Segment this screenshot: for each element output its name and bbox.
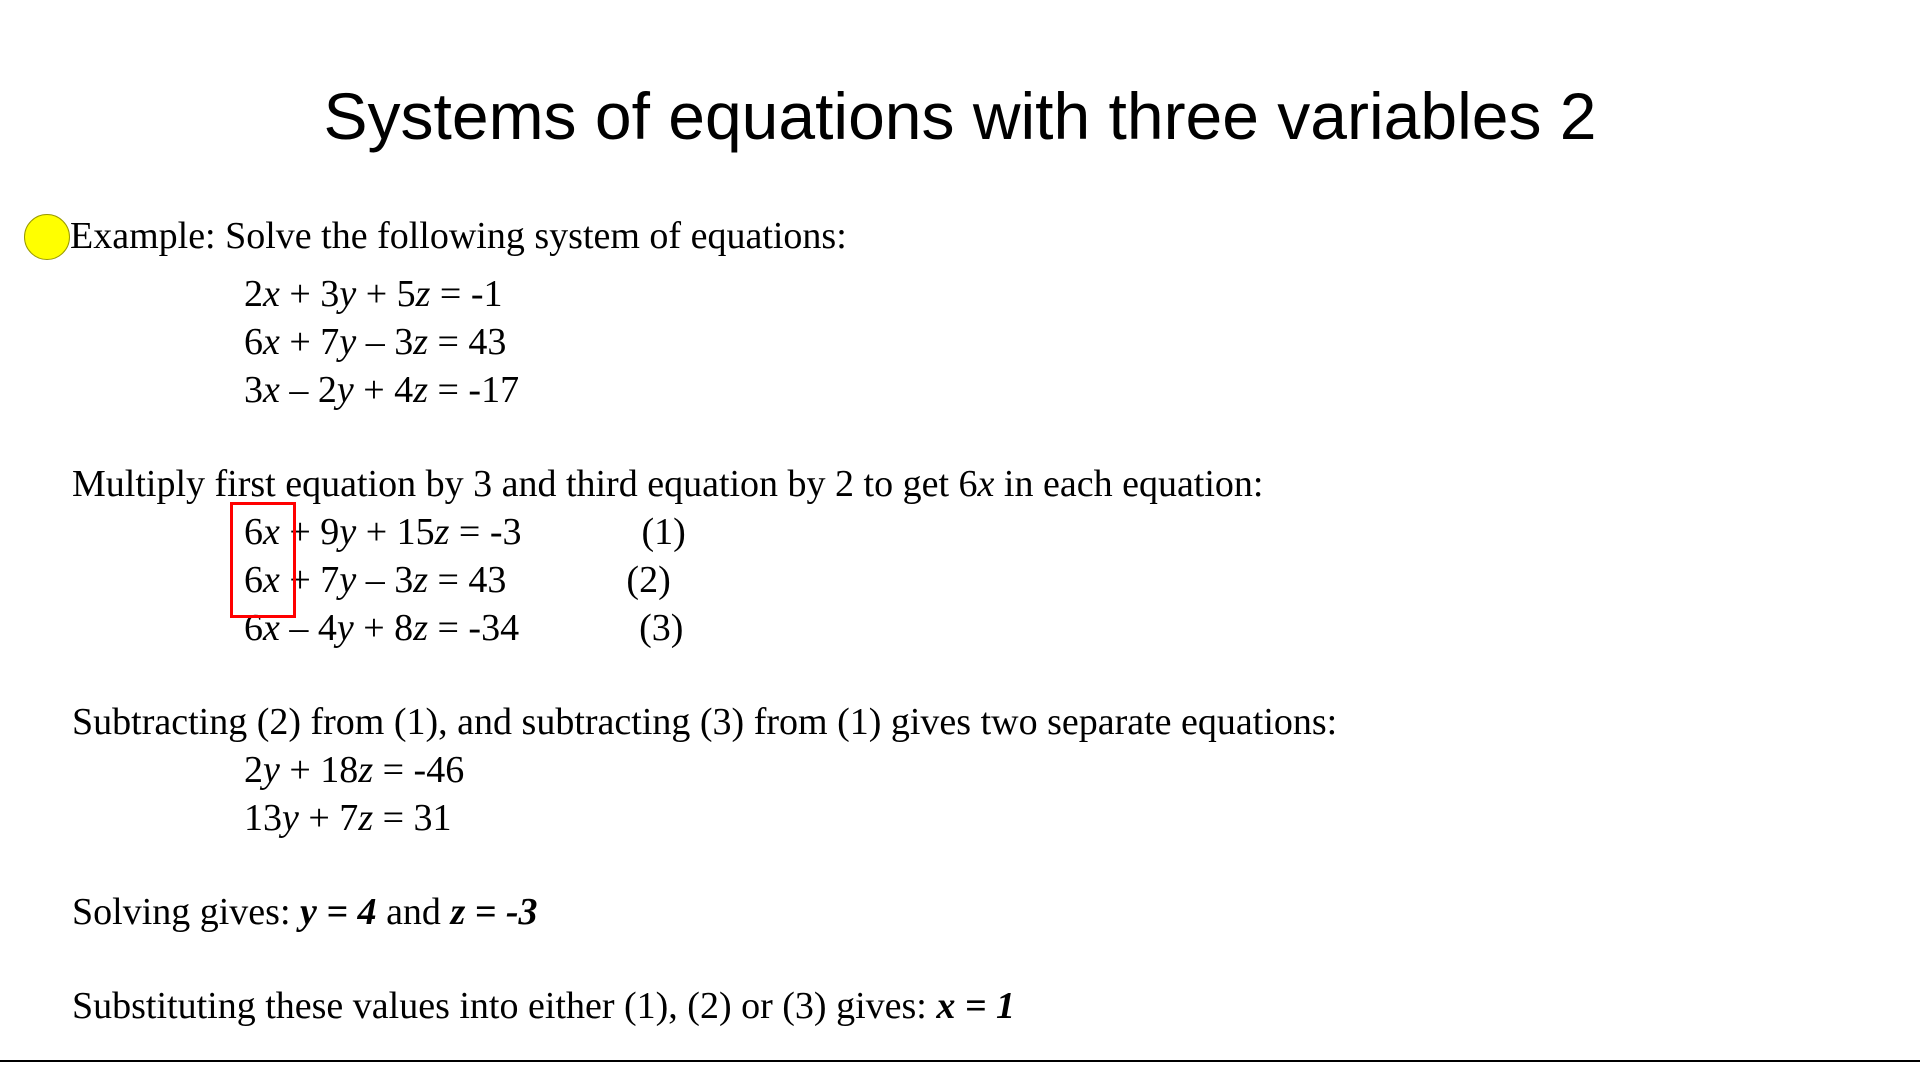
example-intro-text: Example: Solve the following system of equations: <box>70 215 847 257</box>
spacer <box>72 652 1862 698</box>
system-equation-1: 2x + 3y + 5z = -1 <box>244 273 503 315</box>
bottom-divider <box>0 1060 1920 1062</box>
page-title: Systems of equations with three variables 2 <box>323 79 1597 153</box>
slide-body <box>72 212 1862 1030</box>
step1-instruction-text: Multiply first equation by 3 and third equation by 2 to get 6x in each equation: <box>72 463 1264 505</box>
step2-equation-1: 2y + 18z = -46 <box>244 749 465 791</box>
step1-equation-1: 6x + 9y + 15z = -3 (1) <box>244 511 686 553</box>
spacer <box>72 936 1862 982</box>
step1-equation-3: 6x – 4y + 8z = -34 (3) <box>244 607 684 649</box>
bullet-dot-icon <box>24 214 70 260</box>
substituting-result-text: Substituting these values into either (1), (2) or (3) gives: x = 1 <box>72 985 1015 1027</box>
system-equation-3: 3x – 2y + 4z = -17 <box>244 369 520 411</box>
step2-equations-group <box>72 746 1862 842</box>
bullet-item-example <box>72 212 1862 260</box>
step2-instruction-text: Subtracting (2) from (1), and subtracting (3) from (1) gives two separate equations: <box>72 701 1338 743</box>
step1-equations-group <box>72 508 1862 652</box>
step1-equation-2: 6x + 7y – 3z = 43 (2) <box>244 559 671 601</box>
solving-result-text: Solving gives: y = 4 and z = -3 <box>72 891 538 933</box>
step2-equation-2: 13y + 7z = 31 <box>244 797 452 839</box>
system-equations-group <box>72 270 1862 414</box>
system-equation-2: 6x + 7y – 3z = 43 <box>244 321 507 363</box>
spacer <box>72 260 1862 270</box>
spacer <box>72 414 1862 460</box>
spacer <box>72 842 1862 888</box>
